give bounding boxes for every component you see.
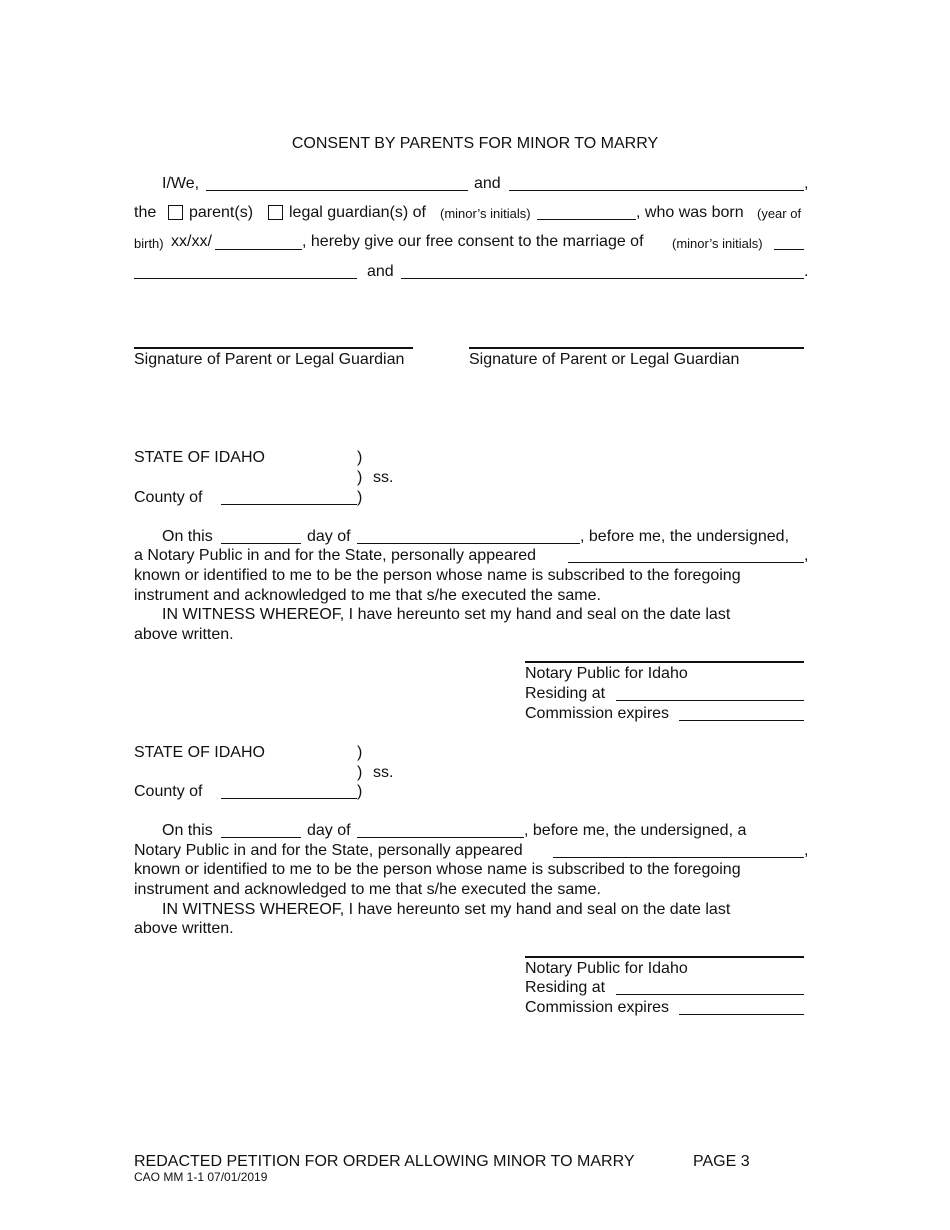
ss-label: ss. xyxy=(373,469,394,486)
parent-name-1-field[interactable] xyxy=(206,190,468,191)
county-field[interactable] xyxy=(221,798,357,799)
paren: ) xyxy=(357,783,363,800)
parents-label: parent(s) xyxy=(189,204,254,221)
commission-label: Commission expires xyxy=(525,705,670,722)
signature-label-right: Signature of Parent or Legal Guardian xyxy=(469,351,740,368)
birth-year-field[interactable] xyxy=(215,249,302,250)
commission-field[interactable] xyxy=(679,1014,804,1015)
commission-label: Commission expires xyxy=(525,999,670,1016)
legal-guardians-checkbox[interactable] xyxy=(268,205,283,220)
day-field[interactable] xyxy=(221,543,301,544)
month-field[interactable] xyxy=(357,837,524,838)
body-text: instrument and acknowledged to me that s/he executed the same. xyxy=(134,587,601,604)
notary-signature-line[interactable] xyxy=(525,661,804,663)
iwe-label: I/We, xyxy=(162,175,200,192)
before-me-text: , before me, the undersigned, a xyxy=(524,822,747,839)
body-text: above written. xyxy=(134,920,234,937)
body-text: known or identified to me to be the person whose name is subscribed to the foregoing xyxy=(134,567,741,584)
body-text: known or identified to me to be the person whose name is subscribed to the foregoing xyxy=(134,861,741,878)
legal-guardians-label: legal guardian(s) of xyxy=(289,204,426,221)
day-field[interactable] xyxy=(221,837,301,838)
comma-1: , xyxy=(804,175,809,192)
county-label: County of xyxy=(134,783,203,800)
paren: ) xyxy=(357,744,363,761)
hereby-text: , hereby give our free consent to the marriage of xyxy=(302,233,644,250)
comma: , xyxy=(804,842,809,859)
residing-label: Residing at xyxy=(525,685,606,702)
residing-field[interactable] xyxy=(616,994,804,995)
day-of-label: day of xyxy=(307,528,351,545)
body-text: instrument and acknowledged to me that s/he executed the same. xyxy=(134,881,601,898)
day-of-label: day of xyxy=(307,822,351,839)
on-this-label: On this xyxy=(162,528,213,545)
minors-initials-field-1[interactable] xyxy=(537,219,636,220)
appeared-name-field[interactable] xyxy=(553,857,804,858)
ss-label: ss. xyxy=(373,764,394,781)
month-field[interactable] xyxy=(357,543,580,544)
signature-label-left: Signature of Parent or Legal Guardian xyxy=(134,351,405,368)
body-text: above written. xyxy=(134,626,234,643)
birth-label: birth) xyxy=(134,236,164,251)
form-code: CAO MM 1-1 07/01/2019 xyxy=(134,1170,268,1184)
county-field[interactable] xyxy=(221,504,357,505)
appeared-name-field[interactable] xyxy=(568,562,804,563)
witness-text: IN WITNESS WHEREOF, I have hereunto set my hand and seal on the date last xyxy=(162,901,731,918)
other-party-field[interactable] xyxy=(401,278,804,279)
state-label: STATE OF IDAHO xyxy=(134,744,265,761)
paren: ) xyxy=(357,489,363,506)
residing-label: Residing at xyxy=(525,979,606,996)
and-label-1: and xyxy=(474,175,501,192)
signature-line-left[interactable] xyxy=(134,347,413,349)
page-number: PAGE 3 xyxy=(693,1153,750,1170)
notary-public-text: a Notary Public in and for the State, personally appeared xyxy=(134,547,537,564)
and-label-2: and xyxy=(367,263,394,280)
page-title: CONSENT BY PARENTS FOR MINOR TO MARRY xyxy=(291,135,659,152)
parents-checkbox[interactable] xyxy=(168,205,183,220)
footer-title: REDACTED PETITION FOR ORDER ALLOWING MINOR TO MARRY xyxy=(134,1153,635,1170)
on-this-label: On this xyxy=(162,822,213,839)
period: . xyxy=(804,263,809,280)
notary-title: Notary Public for Idaho xyxy=(525,960,688,977)
minors-initials-label-2: (minor’s initials) xyxy=(672,236,763,251)
residing-field[interactable] xyxy=(616,700,804,701)
minors-initials-field-2a[interactable] xyxy=(774,249,804,250)
signature-line-right[interactable] xyxy=(469,347,804,349)
before-me-text: , before me, the undersigned, xyxy=(580,528,790,545)
state-label: STATE OF IDAHO xyxy=(134,449,265,466)
minors-initials-label-1: (minor’s initials) xyxy=(440,206,531,221)
date-prefix: xx/xx/ xyxy=(171,233,212,250)
parent-name-2-field[interactable] xyxy=(509,190,804,191)
paren: ) xyxy=(357,764,363,781)
notary-public-text: Notary Public in and for the State, personally appeared xyxy=(134,842,523,859)
paren: ) xyxy=(357,449,363,466)
the-label: the xyxy=(134,204,157,221)
minors-initials-field-2b[interactable] xyxy=(134,278,357,279)
comma: , xyxy=(804,547,809,564)
witness-text: IN WITNESS WHEREOF, I have hereunto set my hand and seal on the date last xyxy=(162,606,731,623)
paren: ) xyxy=(357,469,363,486)
notary-title: Notary Public for Idaho xyxy=(525,665,688,682)
county-label: County of xyxy=(134,489,203,506)
year-of-label: (year of xyxy=(757,206,802,221)
who-was-born-label: , who was born xyxy=(636,204,744,221)
commission-field[interactable] xyxy=(679,720,804,721)
notary-signature-line[interactable] xyxy=(525,956,804,958)
